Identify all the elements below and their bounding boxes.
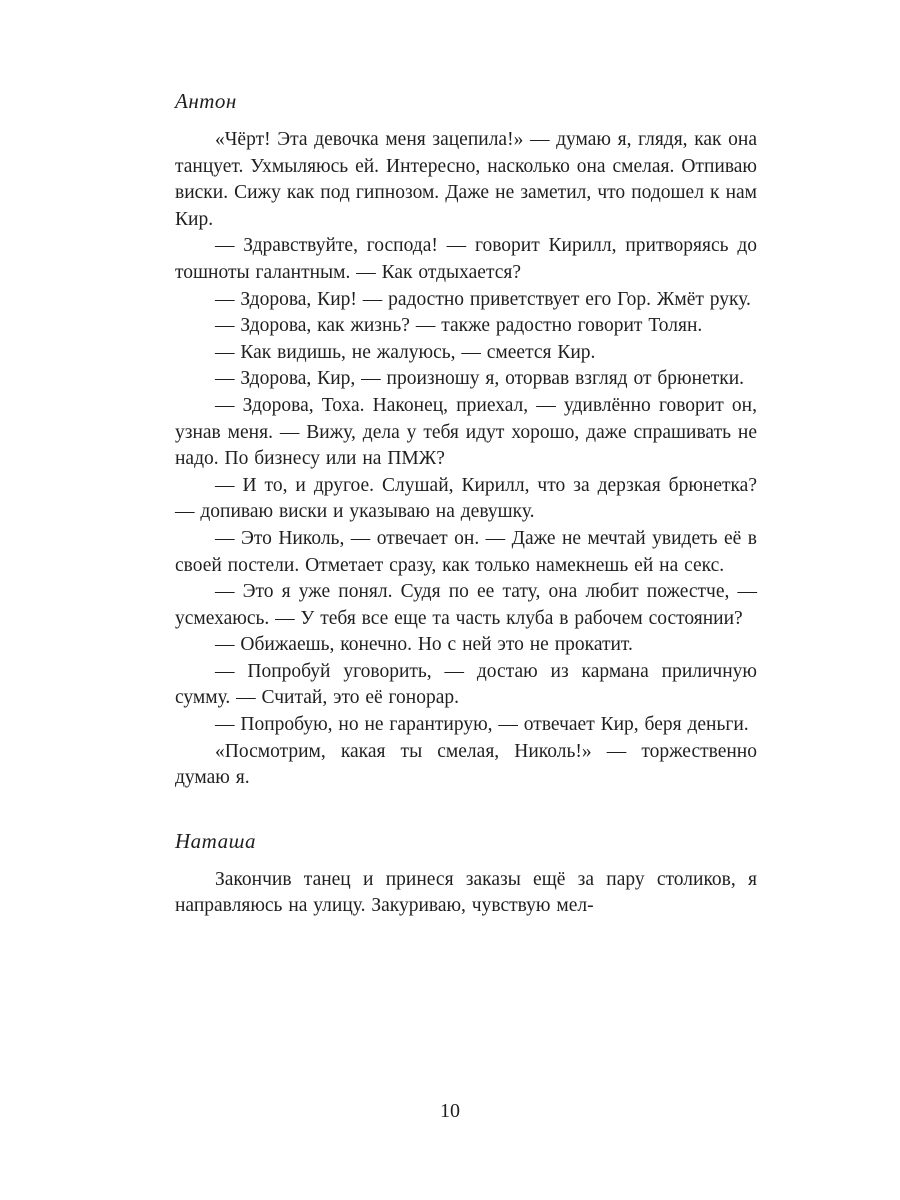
paragraph: «Чёрт! Эта девочка меня зацепила!» — думаю я, глядя, как она танцует. Ухмыляюсь ей. Интересно, насколько она смелая. Отпиваю виски. Сижу как под гипнозом. Даже не заметил, что подошел к нам Кир. xyxy=(175,129,757,230)
paragraph: — Обижаешь, конечно. Но с ней это не прокатит. xyxy=(215,634,633,656)
paragraph: — Здорова, Тоха. Наконец, приехал, — удивлённо говорит он, узнав меня. — Вижу, дела у тебя идут хорошо, даже спрашивать не надо. По бизнесу или на ПМЖ? xyxy=(175,394,757,470)
paragraph: — Здорова, Кир, — произношу я, оторвав взгляд от брюнетки. xyxy=(215,368,745,390)
section-heading-anton: Антон xyxy=(175,89,237,113)
text-block xyxy=(175,88,757,920)
paragraph: — Здорова, Кир! — радостно приветствует его Гор. Жмёт руку. xyxy=(215,288,751,310)
paragraph: «Посмотрим, какая ты смелая, Николь!» — торжественно думаю я. xyxy=(175,740,757,789)
paragraph: — И то, и другое. Слушай, Кирилл, что за дерзкая брюнетка? — допиваю виски и указываю на девушку. xyxy=(175,474,757,523)
paragraph: Закончив танец и принеся заказы ещё за пару столиков, я направляюсь на улицу. Закуриваю, чувствую мел- xyxy=(175,868,757,917)
paragraph: — Здорова, как жизнь? — также радостно говорит Толян. xyxy=(215,315,703,337)
section-heading-natasha: Наташа xyxy=(175,828,256,853)
paragraph: — Попробую, но не гарантирую, — отвечает Кир, беря деньги. xyxy=(215,714,749,736)
paragraph: — Это я уже понял. Судя по ее тату, она любит пожестче, — усмехаюсь. — У тебя все еще та часть клуба в рабочем состоянии? xyxy=(175,581,757,629)
paragraph: — Это Николь, — отвечает он. — Даже не мечтай увидеть её в своей постели. Отметает сразу, как только намекнешь ей на секс. xyxy=(175,527,757,576)
page-number: 10 xyxy=(440,1100,460,1122)
paragraph: — Здравствуйте, господа! — говорит Кирилл, притворяясь до тошноты галантным. — Как отдыхается? xyxy=(175,235,757,283)
paragraph: — Попробуй уговорить, — достаю из кармана приличную сумму. — Считай, это её гонорар. xyxy=(175,660,757,709)
paragraph: — Как видишь, не жалуюсь, — смеется Кир. xyxy=(215,341,596,363)
